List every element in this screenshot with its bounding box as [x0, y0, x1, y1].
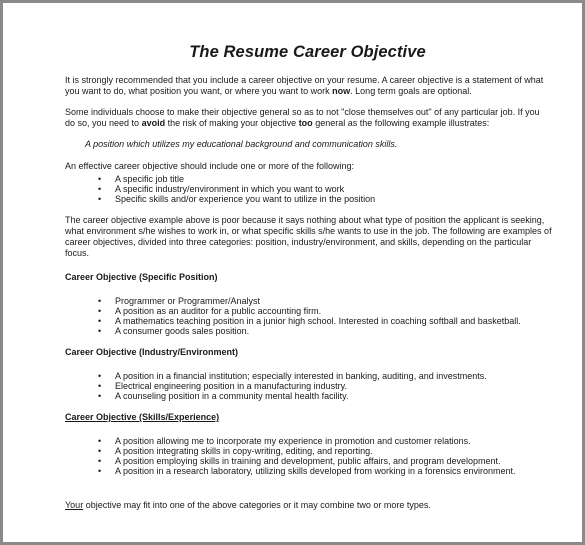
effective-intro: An effective career objective should include one or more of the following: [65, 161, 355, 171]
poor-example: A position which utilizes my educational background and communication skills. [85, 139, 398, 149]
bullet-icon: • [98, 316, 102, 326]
bullet-icon: • [98, 446, 102, 456]
effective-list [65, 174, 552, 204]
bullet-icon: • [98, 296, 102, 306]
list-item: • Electrical engineering position in a manufacturing industry. [98, 381, 347, 391]
bullet-icon: • [98, 436, 102, 446]
bullet-icon: • [98, 184, 102, 194]
list-item: • A counseling position in a community mental health facility. [98, 391, 349, 401]
intro-paragraph-2: Some individuals choose to make their objective general so as to not "close themselves out" of any particular job. If you do so, you need to avoid the risk of making your objective too general as the following example illustrates: [65, 107, 540, 128]
industry-list [65, 371, 552, 401]
list-item: • A position in a financial institution; especially interested in banking, auditing, and investments. [98, 371, 487, 381]
list-item: • A specific job title [98, 174, 185, 184]
intro-paragraph-1: It is strongly recommended that you include a career objective on your resume. A career objective is a statement of what you want to do, what position you want, or where you want to work now. Long term goals are optional. [65, 75, 544, 96]
bullet-icon: • [98, 326, 102, 336]
list-item: • A position employing skills in training and development, public affairs, and program development. [98, 456, 501, 466]
bullet-icon: • [98, 466, 102, 476]
list-item: • Specific skills and/or experience you want to utilize in the position [98, 194, 376, 204]
bullet-icon: • [98, 381, 102, 391]
bullet-icon: • [98, 194, 102, 204]
section-heading-position: Career Objective (Specific Position) [65, 272, 218, 282]
section-heading-skills: Career Objective (Skills/Experience) [65, 412, 220, 422]
position-list [65, 296, 552, 336]
bullet-icon: • [98, 306, 102, 316]
list-item: • Programmer or Programmer/Analyst [98, 296, 261, 306]
skills-list [65, 436, 552, 476]
bullet-icon: • [98, 391, 102, 401]
list-item: • A consumer goods sales position. [98, 326, 250, 336]
list-item: • A position in a research laboratory, utilizing skills developed from working in a forensics environment. [98, 466, 516, 476]
bullet-icon: • [98, 371, 102, 381]
list-item: • A position allowing me to incorporate my experience in promotion and customer relations. [98, 436, 471, 446]
closing-paragraph: Your objective may fit into one of the above categories or it may combine two or more types. [65, 500, 431, 510]
bullet-icon: • [98, 174, 102, 184]
list-item: • A position as an auditor for a public accounting firm. [98, 306, 322, 316]
poor-explanation-paragraph: The career objective example above is poor because it says nothing about what type of position the applicant is seeking, what environment s/he wishes to work in, or what specific skills s/he wants to use in the job. The following are examples of career objectives, divided into three categories: position, industry/environment, and skills, depending on the particular focus. [65, 215, 552, 258]
page-title: The Resume Career Objective [189, 43, 426, 61]
bullet-icon: • [98, 456, 102, 466]
document-page [3, 3, 582, 542]
section-heading-industry: Career Objective (Industry/Environment) [65, 347, 239, 357]
list-item: • A position integrating skills in copy-writing, editing, and reporting. [98, 446, 373, 456]
list-item: • A specific industry/environment in which you want to work [98, 184, 345, 194]
list-item: • A mathematics teaching position in a junior high school. Interested in coaching softball and basketball. [98, 316, 521, 326]
